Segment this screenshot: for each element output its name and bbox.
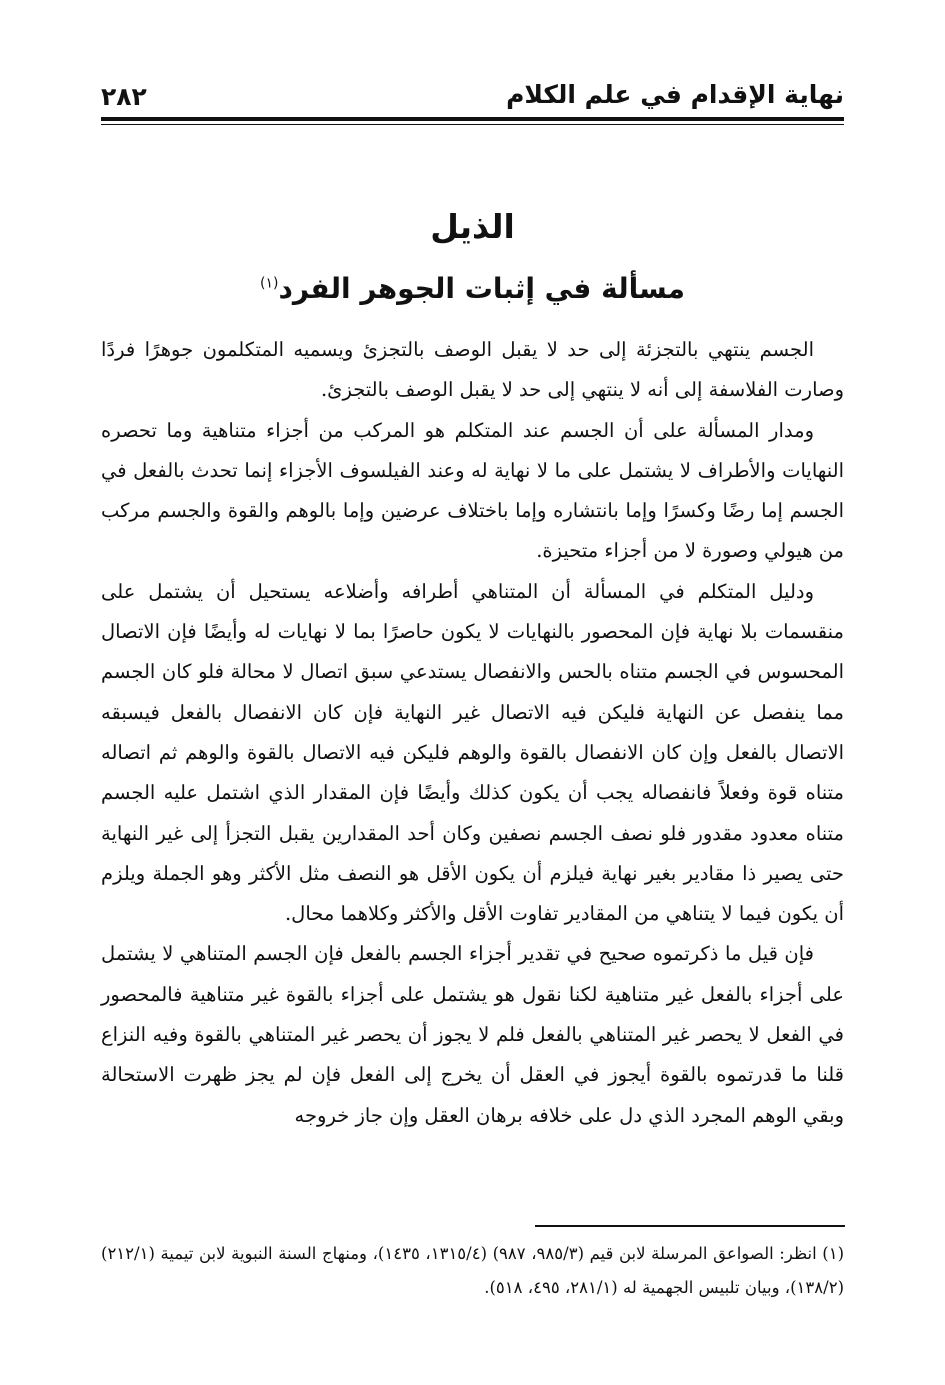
body-text [101, 330, 844, 1136]
footnote-1: (١) انظر: الصواعق المرسلة لابن قيم (٩٨٥/٣، ٩٨٧) (١٣١٥/٤، ١٤٣٥)، ومنهاج السنة النبوية لابن تيمية (٢١٢/١) (١٣٨/٢)، وبيان تلبيس الجهمية له (٢٨١/١، ٤٩٥، ٥١٨). [101, 1244, 844, 1297]
subtitle-footnote-marker: (١) [260, 275, 279, 292]
chapter-subtitle [101, 272, 844, 305]
paragraph-2: ومدار المسألة على أن الجسم عند المتكلم هو المركب من أجزاء متناهية وما تحصره النهايات والأطراف لا يشتمل على ما لا نهاية له وعند الفيلسوف الأجزاء إنما تحدث بالفعل في الجسم إما رضًا وكسرًا وإما بانتشاره وإما باختلاف عرضين وإما بالوهم والقوة والجسم مركب من هيولي وصورة لا من أجزاء متحيزة. [101, 418, 844, 563]
subtitle-text: مسألة في إثبات الجوهر الفرد [278, 272, 685, 305]
book-title: نهاية الإقدام في علم الكلام [506, 80, 844, 109]
header-rule-thin [101, 124, 844, 125]
footnotes [101, 1237, 844, 1305]
header-rule-thick [101, 117, 844, 121]
section-title: الذيل [430, 207, 515, 246]
running-header [101, 78, 844, 118]
paragraph-1: الجسم ينتهي بالتجزئة إلى حد لا يقبل الوصف بالتجزئ ويسميه المتكلمون جوهرًا فردًا وصارت الفلاسفة إلى أنه لا ينتهي إلى حد لا يقبل الوصف بالتجزئ. [101, 338, 844, 402]
page-number: ٢٨٢ [101, 82, 147, 111]
paragraph-3: ودليل المتكلم في المسألة أن المتناهي أطرافه وأضلاعه يستحيل أن يشتمل على منقسمات بلا نهاية فإن المحصور بالنهايات لا يكون حاصرًا بما لا نهايات له وأيضًا فإن الاتصال المحسوس في الجسم متناه بالحس والانفصال يستدعي سبق اتصال لا محالة فلو كان الجسم مما ينفصل عن النهاية فليكن فيه الاتصال غير النهاية فإن كان الانفصال بالفعل فيسبقه الاتصال بالفعل وإن كان الانفصال بالقوة والوهم فليكن فيه الاتصال بالقوة والوهم ثم اتصاله متناه قوة وفعلاً فانفصاله يجب أن يكون كذلك وأيضًا فإن المقدار الذي اشتمل عليه الجسم متناه معدود مقدور فلو نصف الجسم نصفين وكان أحد المقدارين يقبل التجزأ إلى غير النهاية حتى يصير ذا مقادير بغير نهاية فيلزم أن يكون الأقل هو النصف مثل الأكثر وهو الجملة ويلزم أن يكون فيما لا يتناهي من المقادير تفاوت الأقل والأكثر وكلاهما محال. [101, 579, 844, 926]
footnote-divider [535, 1225, 845, 1227]
paragraph-4: فإن قيل ما ذكرتموه صحيح في تقدير أجزاء الجسم بالفعل فإن الجسم المتناهي لا يشتمل على أجزاء بالفعل غير متناهية لكنا نقول هو يشتمل على أجزاء بالقوة غير متناهية فالمحصور في الفعل لا يحصر غير المتناهي بالفعل فلم لا يجوز أن يحصر غير المتناهي بالقوة وفيه النزاع قلنا ما قدرتموه بالقوة أيجوز في العقل أن يخرج إلى الفعل فإن لم يجز ظهرت الاستحالة وبقي الوهم المجرد الذي دل على خلافه برهان العقل وإن جاز خروجه [101, 942, 844, 1127]
